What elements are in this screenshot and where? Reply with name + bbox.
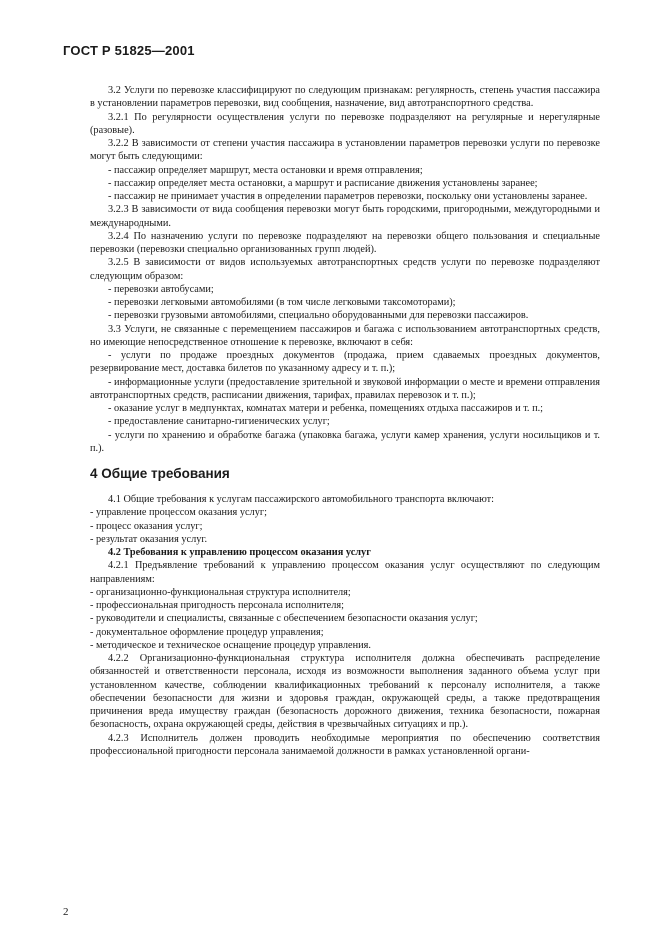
document-body	[90, 84, 600, 758]
paragraph: - перевозки легковыми автомобилями (в том числе легковыми таксомоторами);	[108, 297, 456, 308]
paragraph: 4.2.2 Организационно-функциональная структура исполнителя должна обеспечивать распределение обязанностей и ответственности персонала, исходя из возможности выполнения заданного объема услуг при установленном качестве, соблюдении квалификационных требований к персоналу исполнителя, а также обеспечении безопасности для жизни и здоровья граждан, окружающей среды, а также предотвращения причинения вреда имуществу граждан (безопасность дорожного движения, техника безопасности, пожарная безопасность, охрана окружающей среды, действия в чрезвычайных ситуациях и пр.).	[90, 653, 600, 731]
paragraph: 3.2.2 В зависимости от степени участия пассажира в установлении параметров перевозки услуги по перевозке могут быть следующими:	[90, 138, 600, 163]
paragraph: - процесс оказания услуг;	[90, 520, 203, 532]
paragraph: - оказание услуг в медпунктах, комнатах матери и ребенка, помещениях отдыха пассажиров и т. п.;	[108, 403, 544, 414]
page-number: 2	[63, 906, 69, 918]
document-header: ГОСТ Р 51825—2001	[63, 43, 195, 58]
paragraph: - документальное оформление процедур управления;	[90, 626, 324, 638]
paragraph: 4.1 Общие требования к услугам пассажирского автомобильного транспорта включают:	[108, 494, 495, 505]
section-4-text	[90, 493, 600, 758]
paragraph: 4.2 Требования к управлению процессом оказания услуг	[108, 547, 371, 558]
paragraph: 3.2 Услуги по перевозке классифицируют по следующим признакам: регулярность, степень участия пассажира в установлении параметров перевозки, вид сообщения, назначение, вид автотранспортного средства.	[90, 85, 600, 110]
paragraph: 3.3 Услуги, не связанные с перемещением пассажиров и багажа с использованием автотранспортных средств, но имеющие непосредственное отношение к перевозке, включают в себя:	[90, 323, 600, 348]
paragraph: - методическое и техническое оснащение процедур управления.	[90, 639, 371, 651]
paragraph: - пассажир не принимает участия в определении параметров перевозки, поскольку они установлены заранее.	[108, 191, 588, 202]
paragraph: - профессиональная пригодность персонала исполнителя;	[90, 600, 344, 611]
paragraph: 3.2.5 В зависимости от видов используемых автотранспортных средств услуги по перевозке подразделяют следующим образом:	[90, 257, 600, 282]
paragraph: - услуги по продаже проездных документов (продажа, прием сдаваемых проездных документов, резервирование мест, доставка билетов по указанному адресу и т. п.);	[90, 350, 600, 375]
paragraph: - информационные услуги (предоставление зрительной и звуковой информации о месте и времени отправления автотранспортных средств, расписании движения, тарифах, правилах перевозок и т. п.);	[90, 376, 600, 401]
paragraph: 4.2.3 Исполнитель должен проводить необходимые мероприятия по обеспечению соответствия профессиональной пригодности персонала занимаемой должности в рамках установленной органи-	[90, 732, 600, 757]
paragraph: - управление процессом оказания услуг;	[90, 507, 267, 519]
paragraph: - предоставление санитарно-гигиенических услуг;	[108, 416, 330, 428]
paragraph: 4.2.1 Предъявление требований к управлению процессом оказания услуг осуществляют по следующим направлениям:	[90, 560, 600, 585]
paragraph: - руководители и специалисты, связанные с обеспечением безопасности оказания услуг;	[90, 613, 478, 625]
paragraph: - пассажир определяет места остановки, а маршрут и расписание движения установлены заранее;	[108, 177, 538, 189]
paragraph: - перевозки грузовыми автомобилями, специально оборудованными для перевозки пассажиров.	[108, 310, 529, 322]
section-3-text	[90, 84, 600, 455]
paragraph: - пассажир определяет маршрут, места остановки и время отправления;	[108, 164, 423, 176]
paragraph: 3.2.4 По назначению услуги по перевозке подразделяют на перевозки общего пользования и специальные перевозки (перевозки специально организованных групп людей).	[90, 230, 600, 255]
section-4-title: 4 Общие требования	[90, 466, 230, 481]
paragraph: - результат оказания услуг.	[90, 533, 208, 545]
paragraph: 3.2.3 В зависимости от вида сообщения перевозки могут быть городскими, пригородными, междугородными и международными.	[90, 204, 600, 229]
paragraph: - перевозки автобусами;	[108, 283, 214, 295]
paragraph: 3.2.1 По регулярности осуществления услуги по перевозке подразделяют на регулярные и нерегулярные (разовые).	[90, 111, 600, 136]
paragraph: - услуги по хранению и обработке багажа (упаковка багажа, услуги камер хранения, услуги носильщиков и т. п.).	[90, 429, 600, 454]
paragraph: - организационно-функциональная структура исполнителя;	[90, 586, 351, 598]
